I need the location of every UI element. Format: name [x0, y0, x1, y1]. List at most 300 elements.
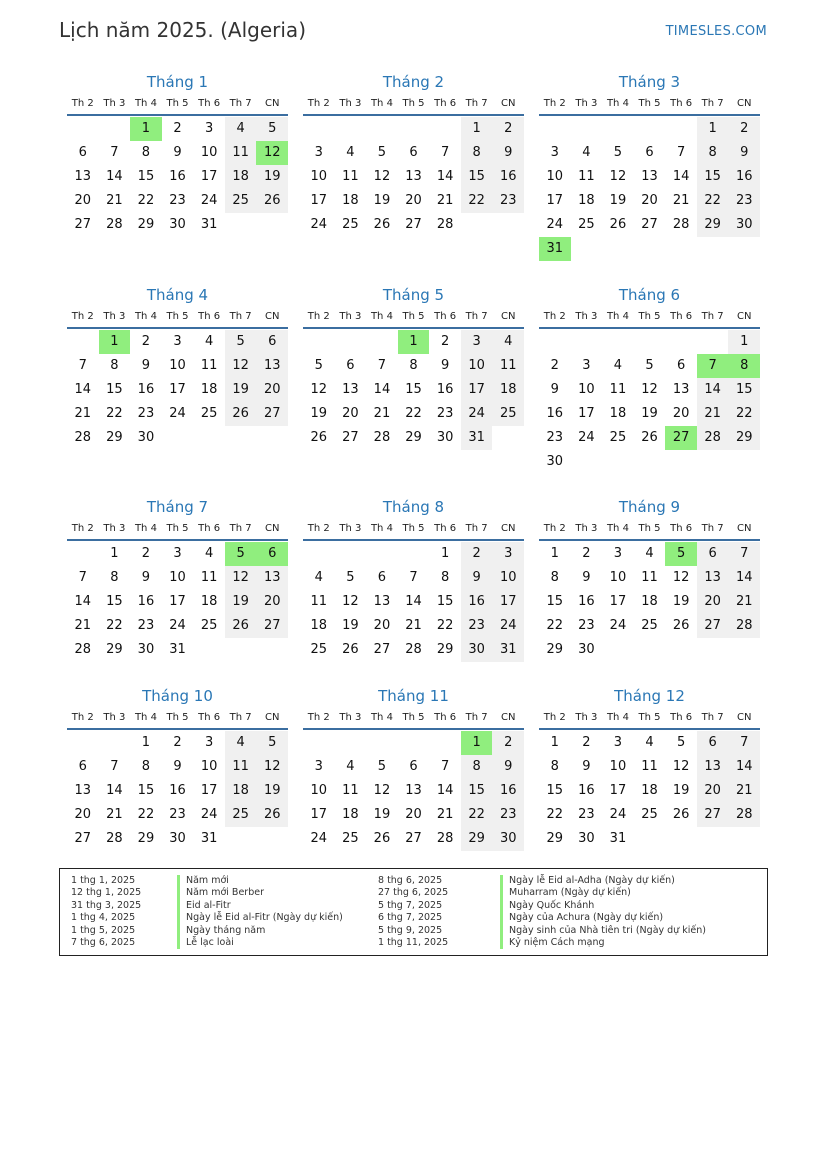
day-cell[interactable]: 9 — [440, 358, 450, 373]
day-cell[interactable]: 30 — [492, 827, 524, 851]
day-cell[interactable]: 17 — [169, 382, 186, 397]
day-cell[interactable]: 1 — [440, 546, 450, 561]
day-cell[interactable]: 6 — [78, 145, 87, 160]
day-cell[interactable]: 25 — [609, 430, 627, 445]
day-cell[interactable]: 8 — [110, 358, 119, 373]
day-cell[interactable]: 13 — [405, 169, 422, 184]
day-cell[interactable]: 4 — [225, 117, 257, 141]
day-cell[interactable]: 23 — [169, 193, 186, 208]
day-cell[interactable]: 30 — [137, 642, 155, 657]
day-cell[interactable]: 9 — [173, 145, 182, 160]
day-cell[interactable]: 27 — [405, 831, 422, 846]
day-cell[interactable]: 24 — [310, 217, 328, 232]
day-cell[interactable]: 10 — [310, 783, 328, 798]
day-cell[interactable]: 9 — [550, 382, 559, 397]
day-cell[interactable]: 6 — [645, 145, 654, 160]
day-cell[interactable]: 9 — [173, 759, 182, 774]
day-cell[interactable]: 12 — [641, 382, 658, 397]
day-cell[interactable]: 16 — [137, 594, 155, 609]
day-cell[interactable]: 8 — [110, 570, 119, 585]
day-cell[interactable]: 4 — [346, 759, 355, 774]
day-cell[interactable]: 29 — [436, 642, 454, 657]
day-cell[interactable]: 24 — [492, 614, 524, 638]
day-cell[interactable]: 5 — [613, 145, 623, 160]
day-cell[interactable]: 24 — [169, 618, 186, 633]
day-cell[interactable]: 14 — [405, 594, 422, 609]
day-cell[interactable]: 30 — [546, 454, 564, 469]
day-cell[interactable]: 14 — [373, 382, 391, 397]
day-cell[interactable]: 14 — [728, 566, 760, 590]
day-cell[interactable]: 24 — [578, 430, 595, 445]
day-cell[interactable]: 11 — [641, 570, 658, 585]
day-cell[interactable]: 14 — [106, 783, 123, 798]
day-cell[interactable]: 20 — [256, 378, 288, 402]
day-cell[interactable]: 28 — [672, 217, 690, 232]
day-cell[interactable]: 23 — [492, 803, 524, 827]
day-cell[interactable]: 28 — [106, 831, 123, 846]
day-cell[interactable]: 6 — [697, 731, 729, 755]
day-cell[interactable]: 7 — [377, 358, 387, 373]
day-cell[interactable]: 15 — [728, 378, 760, 402]
day-cell[interactable]: 9 — [461, 566, 493, 590]
day-cell[interactable]: 6 — [256, 330, 288, 354]
day-cell[interactable]: 19 — [373, 193, 391, 208]
day-cell[interactable]: 20 — [405, 193, 422, 208]
day-cell[interactable]: 12 — [672, 570, 690, 585]
day-cell[interactable]: 12 — [373, 169, 391, 184]
day-cell[interactable]: 22 — [461, 803, 493, 827]
day-cell[interactable]: 26 — [256, 189, 288, 213]
day-cell[interactable]: 7 — [440, 759, 450, 774]
day-cell[interactable]: 16 — [169, 169, 186, 184]
day-cell[interactable]: 24 — [200, 807, 218, 822]
day-cell[interactable]: 3 — [461, 330, 493, 354]
day-cell[interactable]: 11 — [310, 594, 328, 609]
day-cell[interactable]: 12 — [256, 755, 288, 779]
day-cell[interactable]: 3 — [314, 145, 323, 160]
day-cell[interactable]: 18 — [225, 165, 257, 189]
day-cell[interactable]: 25 — [200, 406, 218, 421]
day-cell[interactable]: 13 — [256, 566, 288, 590]
day-cell[interactable]: 23 — [137, 618, 155, 633]
day-cell[interactable]: 11 — [641, 759, 658, 774]
day-cell[interactable]: 14 — [436, 783, 454, 798]
day-cell[interactable]: 27 — [74, 217, 92, 232]
day-cell[interactable]: 15 — [546, 594, 564, 609]
day-cell[interactable]: 17 — [461, 378, 493, 402]
day-cell[interactable]: 5 — [665, 542, 697, 566]
day-cell[interactable]: 26 — [310, 430, 328, 445]
day-cell[interactable]: 22 — [106, 406, 123, 421]
day-cell[interactable]: 6 — [676, 358, 686, 373]
day-cell[interactable]: 10 — [169, 358, 186, 373]
day-cell[interactable]: 8 — [440, 570, 450, 585]
day-cell[interactable]: 31 — [169, 642, 186, 657]
day-cell[interactable]: 22 — [137, 193, 155, 208]
day-cell[interactable]: 26 — [672, 618, 690, 633]
day-cell[interactable]: 8 — [728, 354, 760, 378]
day-cell[interactable]: 5 — [256, 731, 288, 755]
day-cell[interactable]: 22 — [546, 807, 564, 822]
day-cell[interactable]: 29 — [461, 827, 493, 851]
day-cell[interactable]: 24 — [546, 217, 564, 232]
day-cell[interactable]: 31 — [461, 426, 493, 450]
day-cell[interactable]: 10 — [609, 570, 627, 585]
day-cell[interactable]: 1 — [141, 735, 151, 750]
day-cell[interactable]: 7 — [728, 731, 760, 755]
day-cell[interactable]: 19 — [225, 378, 257, 402]
day-cell[interactable]: 15 — [461, 779, 493, 803]
day-cell[interactable]: 3 — [492, 542, 524, 566]
day-cell[interactable]: 12 — [256, 141, 288, 165]
day-cell[interactable]: 5 — [346, 570, 355, 585]
day-cell[interactable]: 29 — [546, 642, 564, 657]
day-cell[interactable]: 7 — [440, 145, 450, 160]
day-cell[interactable]: 29 — [405, 430, 422, 445]
day-cell[interactable]: 7 — [78, 570, 87, 585]
day-cell[interactable]: 26 — [609, 217, 627, 232]
day-cell[interactable]: 6 — [346, 358, 355, 373]
day-cell[interactable]: 24 — [310, 831, 328, 846]
day-cell[interactable]: 2 — [173, 735, 182, 750]
day-cell[interactable]: 23 — [169, 807, 186, 822]
day-cell[interactable]: 1 — [99, 330, 131, 354]
day-cell[interactable]: 24 — [461, 402, 493, 426]
day-cell[interactable]: 20 — [342, 406, 359, 421]
day-cell[interactable]: 16 — [137, 382, 155, 397]
day-cell[interactable]: 29 — [137, 831, 155, 846]
day-cell[interactable]: 11 — [578, 169, 595, 184]
day-cell[interactable]: 19 — [256, 779, 288, 803]
day-cell[interactable]: 27 — [665, 426, 697, 450]
day-cell[interactable]: 29 — [106, 430, 123, 445]
day-cell[interactable]: 11 — [342, 169, 359, 184]
day-cell[interactable]: 5 — [645, 358, 654, 373]
day-cell[interactable]: 23 — [578, 807, 595, 822]
day-cell[interactable]: 21 — [106, 193, 123, 208]
day-cell[interactable]: 21 — [74, 618, 92, 633]
day-cell[interactable]: 20 — [697, 590, 729, 614]
day-cell[interactable]: 13 — [405, 783, 422, 798]
day-cell[interactable]: 31 — [200, 831, 218, 846]
day-cell[interactable]: 6 — [78, 759, 87, 774]
day-cell[interactable]: 17 — [578, 406, 595, 421]
day-cell[interactable]: 13 — [641, 169, 658, 184]
day-cell[interactable]: 8 — [141, 759, 151, 774]
day-cell[interactable]: 28 — [74, 430, 92, 445]
day-cell[interactable]: 22 — [436, 618, 454, 633]
day-cell[interactable]: 1 — [550, 735, 559, 750]
day-cell[interactable]: 19 — [373, 807, 391, 822]
day-cell[interactable]: 20 — [74, 193, 92, 208]
day-cell[interactable]: 21 — [728, 590, 760, 614]
day-cell[interactable]: 10 — [546, 169, 564, 184]
day-cell[interactable]: 18 — [200, 382, 218, 397]
day-cell[interactable]: 4 — [645, 546, 654, 561]
day-cell[interactable]: 29 — [697, 213, 729, 237]
site-link[interactable]: TIMESLES.COM — [665, 24, 767, 39]
day-cell[interactable]: 25 — [578, 217, 595, 232]
day-cell[interactable]: 4 — [204, 546, 214, 561]
day-cell[interactable]: 2 — [492, 117, 524, 141]
day-cell[interactable]: 18 — [641, 783, 658, 798]
day-cell[interactable]: 23 — [436, 406, 454, 421]
day-cell[interactable]: 11 — [225, 755, 257, 779]
day-cell[interactable]: 7 — [409, 570, 418, 585]
day-cell[interactable]: 9 — [141, 570, 151, 585]
day-cell[interactable]: 19 — [256, 165, 288, 189]
day-cell[interactable]: 10 — [578, 382, 595, 397]
day-cell[interactable]: 6 — [377, 570, 387, 585]
day-cell[interactable]: 24 — [609, 807, 627, 822]
day-cell[interactable]: 17 — [310, 193, 328, 208]
day-cell[interactable]: 14 — [436, 169, 454, 184]
day-cell[interactable]: 3 — [582, 358, 591, 373]
day-cell[interactable]: 25 — [342, 217, 359, 232]
day-cell[interactable]: 17 — [609, 594, 627, 609]
day-cell[interactable]: 20 — [697, 779, 729, 803]
day-cell[interactable]: 19 — [310, 406, 328, 421]
day-cell[interactable]: 12 — [225, 566, 257, 590]
day-cell[interactable]: 27 — [641, 217, 658, 232]
day-cell[interactable]: 21 — [672, 193, 690, 208]
day-cell[interactable]: 6 — [409, 145, 418, 160]
day-cell[interactable]: 8 — [550, 570, 559, 585]
day-cell[interactable]: 8 — [550, 759, 559, 774]
day-cell[interactable]: 17 — [609, 783, 627, 798]
day-cell[interactable]: 12 — [310, 382, 328, 397]
day-cell[interactable]: 2 — [582, 735, 591, 750]
day-cell[interactable]: 22 — [137, 807, 155, 822]
day-cell[interactable]: 7 — [78, 358, 87, 373]
day-cell[interactable]: 18 — [200, 594, 218, 609]
day-cell[interactable]: 21 — [436, 193, 454, 208]
day-cell[interactable]: 17 — [310, 807, 328, 822]
day-cell[interactable]: 11 — [609, 382, 627, 397]
day-cell[interactable]: 16 — [578, 594, 595, 609]
day-cell[interactable]: 13 — [697, 566, 729, 590]
day-cell[interactable]: 5 — [225, 542, 257, 566]
day-cell[interactable]: 24 — [609, 618, 627, 633]
day-cell[interactable]: 12 — [342, 594, 359, 609]
day-cell[interactable]: 4 — [225, 731, 257, 755]
day-cell[interactable]: 5 — [377, 145, 387, 160]
day-cell[interactable]: 10 — [310, 169, 328, 184]
day-cell[interactable]: 11 — [225, 141, 257, 165]
day-cell[interactable]: 6 — [697, 542, 729, 566]
day-cell[interactable]: 10 — [200, 145, 218, 160]
day-cell[interactable]: 16 — [728, 165, 760, 189]
day-cell[interactable]: 15 — [461, 165, 493, 189]
day-cell[interactable]: 27 — [405, 217, 422, 232]
day-cell[interactable]: 9 — [141, 358, 151, 373]
day-cell[interactable]: 13 — [74, 783, 92, 798]
day-cell[interactable]: 2 — [582, 546, 591, 561]
day-cell[interactable]: 6 — [256, 542, 288, 566]
day-cell[interactable]: 7 — [110, 145, 119, 160]
day-cell[interactable]: 16 — [169, 783, 186, 798]
day-cell[interactable]: 2 — [173, 121, 182, 136]
day-cell[interactable]: 31 — [609, 831, 627, 846]
day-cell[interactable]: 22 — [546, 618, 564, 633]
day-cell[interactable]: 14 — [728, 755, 760, 779]
day-cell[interactable]: 27 — [74, 831, 92, 846]
day-cell[interactable]: 10 — [169, 570, 186, 585]
day-cell[interactable]: 16 — [492, 165, 524, 189]
day-cell[interactable]: 9 — [582, 570, 591, 585]
day-cell[interactable]: 23 — [728, 189, 760, 213]
day-cell[interactable]: 30 — [137, 430, 155, 445]
day-cell[interactable]: 21 — [436, 807, 454, 822]
day-cell[interactable]: 4 — [582, 145, 591, 160]
day-cell[interactable]: 5 — [225, 330, 257, 354]
day-cell[interactable]: 16 — [578, 783, 595, 798]
day-cell[interactable]: 18 — [310, 618, 328, 633]
day-cell[interactable]: 2 — [440, 334, 450, 349]
day-cell[interactable]: 30 — [169, 831, 186, 846]
day-cell[interactable]: 24 — [200, 193, 218, 208]
day-cell[interactable]: 22 — [697, 189, 729, 213]
day-cell[interactable]: 22 — [461, 189, 493, 213]
day-cell[interactable]: 22 — [728, 402, 760, 426]
day-cell[interactable]: 1 — [461, 117, 493, 141]
day-cell[interactable]: 18 — [641, 594, 658, 609]
day-cell[interactable]: 14 — [697, 378, 729, 402]
day-cell[interactable]: 27 — [373, 642, 391, 657]
day-cell[interactable]: 27 — [697, 803, 729, 827]
day-cell[interactable]: 24 — [169, 406, 186, 421]
day-cell[interactable]: 30 — [728, 213, 760, 237]
day-cell[interactable]: 5 — [256, 117, 288, 141]
day-cell[interactable]: 4 — [645, 735, 654, 750]
day-cell[interactable]: 9 — [492, 755, 524, 779]
day-cell[interactable]: 3 — [550, 145, 559, 160]
day-cell[interactable]: 28 — [436, 217, 454, 232]
day-cell[interactable]: 18 — [492, 378, 524, 402]
day-cell[interactable]: 7 — [697, 354, 729, 378]
day-cell[interactable]: 3 — [173, 546, 182, 561]
day-cell[interactable]: 4 — [314, 570, 323, 585]
day-cell[interactable]: 21 — [373, 406, 391, 421]
day-cell[interactable]: 14 — [74, 382, 92, 397]
day-cell[interactable]: 1 — [550, 546, 559, 561]
day-cell[interactable]: 21 — [106, 807, 123, 822]
day-cell[interactable]: 19 — [672, 594, 690, 609]
day-cell[interactable]: 5 — [377, 759, 387, 774]
day-cell[interactable]: 3 — [173, 334, 182, 349]
day-cell[interactable]: 15 — [697, 165, 729, 189]
day-cell[interactable]: 26 — [373, 217, 391, 232]
day-cell[interactable]: 26 — [342, 642, 359, 657]
day-cell[interactable]: 29 — [106, 642, 123, 657]
day-cell[interactable]: 22 — [106, 618, 123, 633]
day-cell[interactable]: 15 — [106, 594, 123, 609]
day-cell[interactable]: 8 — [461, 141, 493, 165]
day-cell[interactable]: 13 — [672, 382, 690, 397]
day-cell[interactable]: 30 — [436, 430, 454, 445]
day-cell[interactable]: 2 — [141, 334, 151, 349]
day-cell[interactable]: 28 — [728, 614, 760, 638]
day-cell[interactable]: 12 — [373, 783, 391, 798]
day-cell[interactable]: 4 — [613, 358, 623, 373]
day-cell[interactable]: 4 — [346, 145, 355, 160]
day-cell[interactable]: 27 — [256, 614, 288, 638]
day-cell[interactable]: 2 — [492, 731, 524, 755]
day-cell[interactable]: 21 — [697, 402, 729, 426]
day-cell[interactable]: 15 — [137, 169, 155, 184]
day-cell[interactable]: 11 — [492, 354, 524, 378]
day-cell[interactable]: 18 — [578, 193, 595, 208]
day-cell[interactable]: 5 — [676, 735, 686, 750]
day-cell[interactable]: 1 — [697, 117, 729, 141]
day-cell[interactable]: 19 — [342, 618, 359, 633]
day-cell[interactable]: 25 — [342, 831, 359, 846]
day-cell[interactable]: 31 — [492, 638, 524, 662]
day-cell[interactable]: 16 — [461, 590, 493, 614]
day-cell[interactable]: 16 — [492, 779, 524, 803]
day-cell[interactable]: 1 — [728, 330, 760, 354]
day-cell[interactable]: 26 — [373, 831, 391, 846]
day-cell[interactable]: 15 — [106, 382, 123, 397]
day-cell[interactable]: 4 — [204, 334, 214, 349]
day-cell[interactable]: 19 — [641, 406, 658, 421]
day-cell[interactable]: 18 — [342, 193, 359, 208]
day-cell[interactable]: 25 — [641, 618, 658, 633]
day-cell[interactable]: 12 — [225, 354, 257, 378]
day-cell[interactable]: 20 — [641, 193, 658, 208]
day-cell[interactable]: 23 — [578, 618, 595, 633]
day-cell[interactable]: 28 — [728, 803, 760, 827]
day-cell[interactable]: 13 — [697, 755, 729, 779]
day-cell[interactable]: 25 — [641, 807, 658, 822]
day-cell[interactable]: 1 — [130, 117, 162, 141]
day-cell[interactable]: 31 — [200, 217, 218, 232]
day-cell[interactable]: 15 — [405, 382, 422, 397]
day-cell[interactable]: 28 — [74, 642, 92, 657]
day-cell[interactable]: 2 — [461, 542, 493, 566]
day-cell[interactable]: 1 — [110, 546, 119, 561]
day-cell[interactable]: 12 — [672, 759, 690, 774]
day-cell[interactable]: 21 — [728, 779, 760, 803]
day-cell[interactable]: 23 — [546, 430, 564, 445]
day-cell[interactable]: 21 — [405, 618, 422, 633]
day-cell[interactable]: 17 — [200, 783, 218, 798]
day-cell[interactable]: 4 — [492, 330, 524, 354]
day-cell[interactable]: 14 — [74, 594, 92, 609]
day-cell[interactable]: 25 — [492, 402, 524, 426]
day-cell[interactable]: 19 — [609, 193, 627, 208]
day-cell[interactable]: 11 — [200, 570, 218, 585]
day-cell[interactable]: 28 — [106, 217, 123, 232]
day-cell[interactable]: 8 — [697, 141, 729, 165]
day-cell[interactable]: 13 — [373, 594, 391, 609]
day-cell[interactable]: 27 — [256, 402, 288, 426]
day-cell[interactable]: 7 — [728, 542, 760, 566]
day-cell[interactable]: 12 — [609, 169, 627, 184]
day-cell[interactable]: 30 — [169, 217, 186, 232]
day-cell[interactable]: 19 — [225, 590, 257, 614]
day-cell[interactable]: 28 — [436, 831, 454, 846]
day-cell[interactable]: 23 — [137, 406, 155, 421]
day-cell[interactable]: 25 — [310, 642, 328, 657]
day-cell[interactable]: 3 — [613, 546, 623, 561]
day-cell[interactable]: 22 — [405, 406, 422, 421]
day-cell[interactable]: 26 — [225, 614, 257, 638]
day-cell[interactable]: 28 — [697, 426, 729, 450]
day-cell[interactable]: 19 — [672, 783, 690, 798]
day-cell[interactable]: 26 — [641, 430, 658, 445]
day-cell[interactable]: 20 — [672, 406, 690, 421]
